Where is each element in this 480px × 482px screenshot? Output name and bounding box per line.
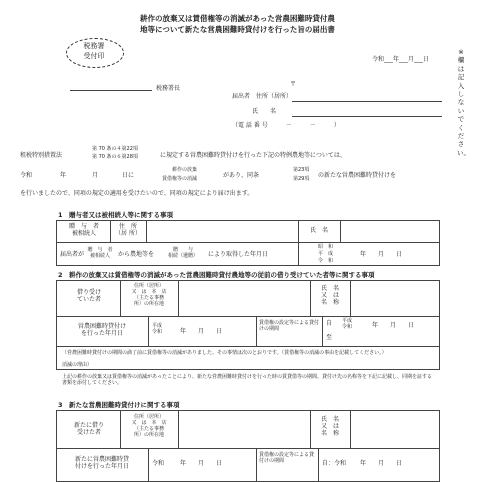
- intro-month[interactable]: 月: [92, 172, 99, 179]
- s1-col-3: [298, 220, 299, 266]
- tax-office-blank[interactable]: [70, 90, 152, 91]
- s1-acquired-date[interactable]: 年 月 日: [360, 251, 403, 258]
- s1-row2-verb: 贈 与 相続（遺贈）: [167, 247, 198, 259]
- s3-period-from: 自：令和: [322, 460, 347, 467]
- s3-col-3: [310, 410, 311, 448]
- s2-lessee-label: 借り受け ていた者: [76, 289, 101, 303]
- s1-row2-mid: から農地等を: [118, 251, 155, 258]
- s2-col-5: [148, 316, 149, 346]
- s1-address-label: 住 所 （居 所）: [115, 223, 141, 237]
- form-title-line1: 耕作の放棄又は賃借権等の消滅があった営農困難時貸付農: [140, 14, 335, 23]
- s1-name-field[interactable]: [342, 224, 436, 238]
- s1-donor-label: 贈 与 者 被相続人: [68, 223, 99, 237]
- s1-row2-donor: 贈 与 者 被相続人: [87, 247, 113, 259]
- applicant-phone[interactable]: （電 話 番 号 － － ）: [232, 122, 340, 129]
- s2-lessee-name-label: 氏 名 又 は 名 称: [320, 285, 339, 306]
- intro-abandon: 耕作の放棄: [172, 167, 198, 173]
- s3-new-lessee-name-field[interactable]: [354, 414, 436, 444]
- intro-day[interactable]: 日に: [122, 172, 135, 179]
- s3-new-lease-date-label: 新たに営農困難時貸 付けを行った年月日: [74, 456, 129, 470]
- s3-col-7: [318, 448, 319, 482]
- intro-clause-23: 第23項: [293, 167, 310, 173]
- s3-col-1: [120, 410, 121, 448]
- s1-era-showa[interactable]: 昭 和: [318, 244, 334, 250]
- s2-period-from: 自: [326, 320, 333, 327]
- applicant-name-label: 氏 名: [252, 108, 277, 115]
- s2-period-to: 至: [326, 334, 333, 341]
- s1-col-4: [340, 220, 341, 242]
- section2-heading: 2 耕作の放棄又は賃借権等の消滅があった営農困難時貸付農地等の従前の借り受けていた者等に関する事項: [58, 271, 375, 279]
- s2-period-era-from[interactable]: 平成 令和: [342, 318, 353, 330]
- applicant-name-field[interactable]: [292, 116, 442, 117]
- intro-tail: があり、同条: [223, 172, 260, 179]
- s2-lease-period-label: 賃借権の設定等による貸付けの期間: [259, 320, 320, 332]
- s3-period-label: 賃借権の設定等による貸付けの期間: [259, 452, 315, 464]
- office-use-note: ※欄は記入しないでください。: [457, 48, 470, 157]
- s2-lessee-address-field[interactable]: [182, 284, 306, 312]
- s1-col-2: [146, 220, 147, 242]
- s1-era-heisei[interactable]: 平 成: [318, 251, 334, 257]
- s2-period-date-from[interactable]: 年 月 日: [372, 322, 415, 329]
- stamp-label-1: 税務署: [83, 42, 105, 50]
- s2-footer-note: 上記の耕作の放棄又は賃借権等の消滅があったことにより、新たな営農困難時貸付けを行った時の賃貸借等の期間、貸付け先の名称等を下記に記載し、同期を証する書類を添付してください。: [62, 374, 432, 386]
- intro-end: の新たな営農困難時貸付けを: [318, 172, 397, 179]
- s2-col-7: [322, 316, 323, 346]
- s2-lease-era[interactable]: 平成 令和: [152, 323, 163, 335]
- s3-new-lease-era[interactable]: 令和: [152, 460, 165, 467]
- law-prefix: 租税特別措置法: [20, 152, 63, 159]
- intro-year[interactable]: 年: [60, 172, 67, 179]
- section1-heading: 1 贈与者又は被相続人等に関する事項: [58, 211, 174, 219]
- s2-col-3: [310, 280, 311, 316]
- s2-lease-date-label: 営農困難時貸付け を行った年月日: [77, 323, 126, 337]
- law-text: に規定する営農困難時貸付けを行った下記の特例農地等については、: [160, 152, 346, 159]
- postal-mark: 〒: [290, 81, 297, 88]
- s3-period-date-from[interactable]: 年 月 日: [360, 460, 403, 467]
- s2-lessee-name-field[interactable]: [354, 284, 436, 312]
- applicant-address-label: 届出者 住所（居所）: [232, 93, 293, 100]
- law-clause-1: 第 70 条の４第22項: [92, 146, 138, 152]
- s2-divider-2: [56, 346, 440, 347]
- s2-circumstance-reason[interactable]: 消滅の理由）: [62, 362, 93, 368]
- s3-new-lessee-address-field[interactable]: [182, 414, 306, 444]
- s2-circumstance-note: （営農困難時貸付けの期間の満了前に賃借権等の消滅がありました。その事情は次のとおりです。（賃借権等の消滅の事由を記載してください。）: [62, 350, 387, 356]
- tax-office-suffix: 税務署長: [156, 85, 181, 92]
- law-clause-2: 第 70 条の６第28項: [92, 154, 138, 160]
- s2-lease-date[interactable]: 年 月 日: [180, 328, 223, 335]
- applicant-address-field[interactable]: [292, 101, 442, 102]
- s3-new-lessee-name-label: 氏 名 又 は 名 称: [320, 416, 339, 437]
- s3-col-5: [148, 448, 149, 482]
- section1-divider: [56, 242, 440, 243]
- s2-col-2: [178, 280, 179, 316]
- s2-col-1: [120, 280, 121, 316]
- s2-lessee-address-label: 住所（居所） 又 は 本 店 （主たる事務 所）の所在地: [131, 283, 167, 307]
- s1-address-field[interactable]: [148, 224, 294, 238]
- s1-col-1: [110, 220, 111, 242]
- s3-divider-1: [56, 448, 440, 449]
- s3-new-lessee-label: 新たに借り 受けた者: [73, 422, 104, 436]
- s2-divider-1: [56, 316, 440, 317]
- intro-clause-29: 第29項: [293, 176, 310, 182]
- intro-line3: を行いましたので、同項の規定の適用を受けたいので、同項の規定により届け出ます。: [20, 190, 254, 197]
- s1-row2-prefix: 届出者が: [60, 251, 85, 258]
- s3-new-lease-date[interactable]: 年 月 日: [180, 460, 223, 467]
- s1-row2-tail: により取得した年月日: [208, 251, 269, 258]
- s2-col-6: [256, 316, 257, 346]
- form-title-line2: 地等について新たな営農困難時貸付けを行った旨の届出書: [140, 25, 335, 34]
- s3-col-2: [178, 410, 179, 448]
- s3-col-4: [350, 410, 351, 448]
- filing-date[interactable]: 令和___年___月___日: [372, 56, 430, 63]
- stamp-label-2: 受付印: [83, 52, 105, 60]
- s3-new-lessee-address-label: 住所（居所） 又 は 本 店 （主たる事務 所）の所在地: [131, 414, 167, 438]
- s2-col-4: [350, 280, 351, 316]
- intro-reiwa: 令和: [20, 172, 33, 179]
- s1-name-label: 氏 名: [309, 227, 328, 234]
- intro-lease-end: 賃借権等の消滅: [162, 176, 198, 182]
- s1-era-reiwa[interactable]: 令 和: [318, 258, 334, 264]
- section3-heading: 3 新たな営農困難時貸付けに関する事項: [58, 401, 180, 409]
- s3-col-6: [256, 448, 257, 482]
